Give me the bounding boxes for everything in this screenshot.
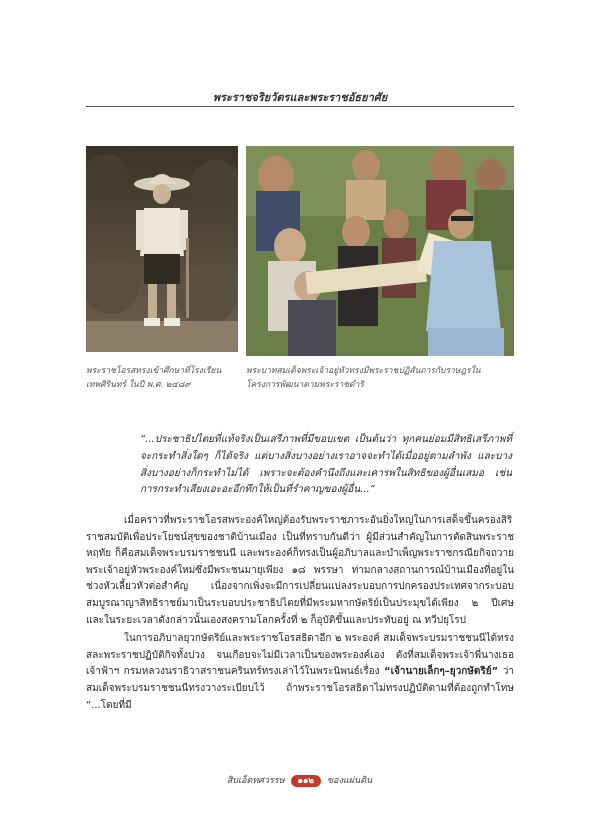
body-paragraph-2	[86, 631, 514, 714]
body-paragraph-1-text: เมื่อคราวที่พระราชโอรสพระองค์ใหญ่ต้องรับพระราชภาระอันยิ่งใหญ่ในการเสด็จขึ้นครองสิริราชสมบัติเพื่อประโยชน์สุขของชาติบ้านเมือง เป็นที่ทราบกันดีว่า ผู้มีส่วนสำคัญในการตัดสินพระราชหฤทัย ก็คือสมเด็จพระบรมราชชนนี และพระองค์ก็ทรงเป็นผู้อภิบาลและบำเพ็ญพระราชกรณียกิจถวายพระเจ้าอยู่หัวพระองค์ใหม่ซึ่งมีพระชนมายุเพียง ๑๘ พรรษา ท่ามกลางสถานการณ์บ้านเมืองที่อยู่ในช่วงหัวเลี้ยวหัวต่อสำคัญ เนื่องจากเพิ่งจะมีการเปลี่ยนแปลงระบอบการปกครองประเทศจากระบอบสมบูรณาญาสิทธิราชย์มาเป็นระบอบประชาธิปไตยที่มีพระมหากษัตริย์เป็นประมุขได้เพียง ๒ ปีเศษ และในระยะเวลาดังกล่าวนั้นเองสงครามโลกครั้งที่ ๒ ก็อุบัติขึ้นและประทับอยู่ ณ ทวีปยุโรป	[86, 515, 514, 626]
photo-caption-left: พระราชโอรสทรงเข้าศึกษาที่โรงเรียนเทพศิรินทร์ ในปี พ.ศ. ๒๔๘๙	[86, 366, 222, 390]
body-paragraph-2-end: ว่า สมเด็จพระบรมราชชนนีทรงวางระเบียบไว้ ถ้าพระราชโอรสธิดาไม่ทรงปฏิบัติตามที่ต้องถูกทำโทษ “...โดยที่มี	[86, 666, 514, 711]
footer-left: สิบเอ็ดทศวรรษ	[226, 776, 285, 786]
running-header: พระราชจริยวัตรและพระราชอัธยาศัย	[212, 91, 388, 104]
book-title: “เจ้านายเล็กๆ–ยุวกษัตริย์”	[384, 666, 499, 678]
header-rule	[86, 106, 514, 107]
body-paragraph-1	[86, 513, 514, 629]
body-text	[86, 513, 514, 714]
photo-caption-right: พระบาทสมเด็จพระเจ้าอยู่หัวทรงมีพระราชปฏิสันถารกับราษฎรในโครงการพัฒนาตามพระราชดำริ	[246, 366, 481, 390]
body-paragraph-2-start: ในการอภิบาลยุวกษัตริย์และพระราชโอรสธิดาอีก ๒ พระองค์ สมเด็จพระบรมราชชนนีได้ทรงสละพระราชปฏิบัติกิจทั้งปวง จนเกือบจะไม่มีเวลาเป็นของพระองค์เอง ดังที่สมเด็จพระเจ้าพี่นางเธอ เจ้าฟ้าฯ กรมหลวงนราธิวาสราชนครินทร์ทรงเล่าไว้ในพระนิพนธ์เรื่อง	[86, 633, 514, 678]
photo-king-with-villagers	[246, 146, 514, 356]
quote-text: “...ประชาธิปไตยที่แท้จริงเป็นเสรีภาพที่มีขอบเขต เป็นต้นว่า ทุกคนย่อมมีสิทธิเสรีภาพที่จะกระทำสิ่งใดๆ ก็ได้จริง แต่บางสิ่งบางอย่างเราอาจจะทำได้เมื่ออยู่ตามลำพัง และบางสิ่งบางอย่างก็กระทำไม่ได้ เพราะจะต้องคำนึงถึงและเคารพในสิทธิของผู้อื่นเสมอ เช่น การกระทำเสียงเอะอะอึกทึกให้เป็นที่รำคาญของผู้อื่น...”	[140, 434, 512, 496]
royal-quote	[140, 432, 512, 499]
page-footer	[0, 773, 599, 787]
page-number: ๑๑๒	[291, 775, 321, 787]
photo-boy-in-school-uniform	[86, 146, 238, 352]
footer-right: ของแผ่นดิน	[327, 776, 373, 786]
